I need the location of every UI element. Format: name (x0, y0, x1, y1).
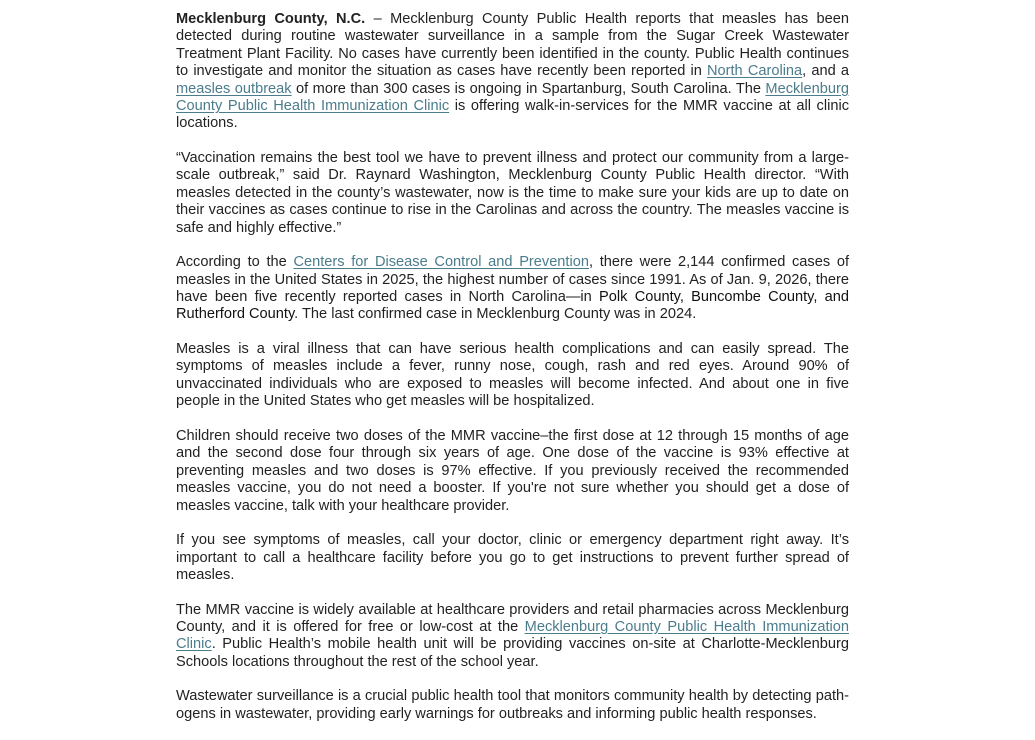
article-body (176, 11, 849, 740)
paragraph-text: The MMR vaccine is widely available at healthcare providers and retail pharmacies across Mecklenburg County, and it is offered for free or low-cost at the (176, 601, 849, 635)
cdc-link[interactable]: Centers for Disease Control and Prevention (293, 254, 589, 271)
paragraph-quote: “Vaccination remains the best tool we have to prevent illness and protect our community from a large-scale outbreak,” said Dr. Raynard Washington, Mecklenburg County Public Health director. “With measles detected in the county’s wastewater, now is the time to make sure your kids are up to date on their vaccines as cases continue to rise in the Carolinas and across the country. The measles vaccine is safe and highly effective.” (176, 150, 849, 236)
paragraph-wastewater: Wastewater surveillance is a crucial public health tool that monitors community health by detecting pathogens in wastewater, providing early warnings for outbreaks and informing public health responses. (176, 688, 849, 722)
immunization-clinic-link[interactable]: Mecklenburg County Public Health Immunization Clinic (176, 80, 849, 115)
paragraph-text: , there were 2,144 confirmed cases of measles in the United States in 2025, the highest number of cases since 1991. As of Jan. 9, 2026, there have been five recently reported cases in North Carolina—in (176, 254, 849, 306)
paragraph-text: According to the (176, 254, 294, 271)
paragraph-symptoms-action: If you see symptoms of measles, call your doctor, clinic or emergency department right away. It’s important to call a healthcare facility before you go to get instructions to prevent further spread of measles. (176, 532, 849, 583)
dateline: Mecklenburg County, N.C. (176, 11, 366, 27)
paragraph-about-measles: Measles is a viral illness that can have serious health complications and can easily spread. The symptoms of measles include a fever, runny nose, cough, rash and red eyes. Around 90% of unvaccinated individuals who are exposed to measles will become infected. And about one in five people in the United States who get measles will be hospitalized. (176, 341, 849, 410)
north-carolina-link[interactable]: North Carolina (706, 63, 803, 80)
paragraph-text: . Public Health’s mobile health unit will be providing vaccines on-site at Charlotte-Mecklenburg Schools locations throughout the rest of the school year. (176, 636, 849, 670)
measles-outbreak-link[interactable]: measles outbreak (176, 80, 292, 97)
paragraph-intro (176, 11, 849, 133)
paragraph-text: of more than 300 cases is ongoing in Spartanburg, South Carolina. The (291, 80, 766, 97)
paragraph-text: is offering walk-in-services for the MMR vaccine at all clinic locations. (176, 98, 849, 132)
paragraph-vaccine-doses: Children should receive two doses of the MMR vaccine–the first dose at 12 through 15 months of age and the second dose four through six years of age. One dose of the vaccine is 93% effective at preventing measles and two doses is 97% effective. If you previously received the recommended measles vaccine, you do not need a booster. If you're not sure whether you should get a dose of measles vaccine, talk with your healthcare provider. (176, 427, 849, 514)
paragraph-text: . The last confirmed case in Mecklenburg County was in 2024. (294, 306, 697, 323)
paragraph-vaccine-availability (176, 602, 849, 672)
paragraph-text: , and a (802, 63, 849, 80)
paragraph-text: – Mecklenburg County Public Health reports that measles has been detected during routine wastewater surveillance in a sample from the Sugar Creek Wastewater Treatment Plant Facility. No cases have currently been identified in the county. Public Health continues to investigate and monitor the situation as cases have recently been reported in (176, 11, 849, 80)
immunization-clinic-link-2[interactable]: Mecklenburg County Public Health Immunization Clinic (176, 618, 849, 653)
paragraph-cdc (176, 254, 849, 324)
counties-text: Polk County, Buncombe County, and Rutherford County (176, 289, 849, 323)
